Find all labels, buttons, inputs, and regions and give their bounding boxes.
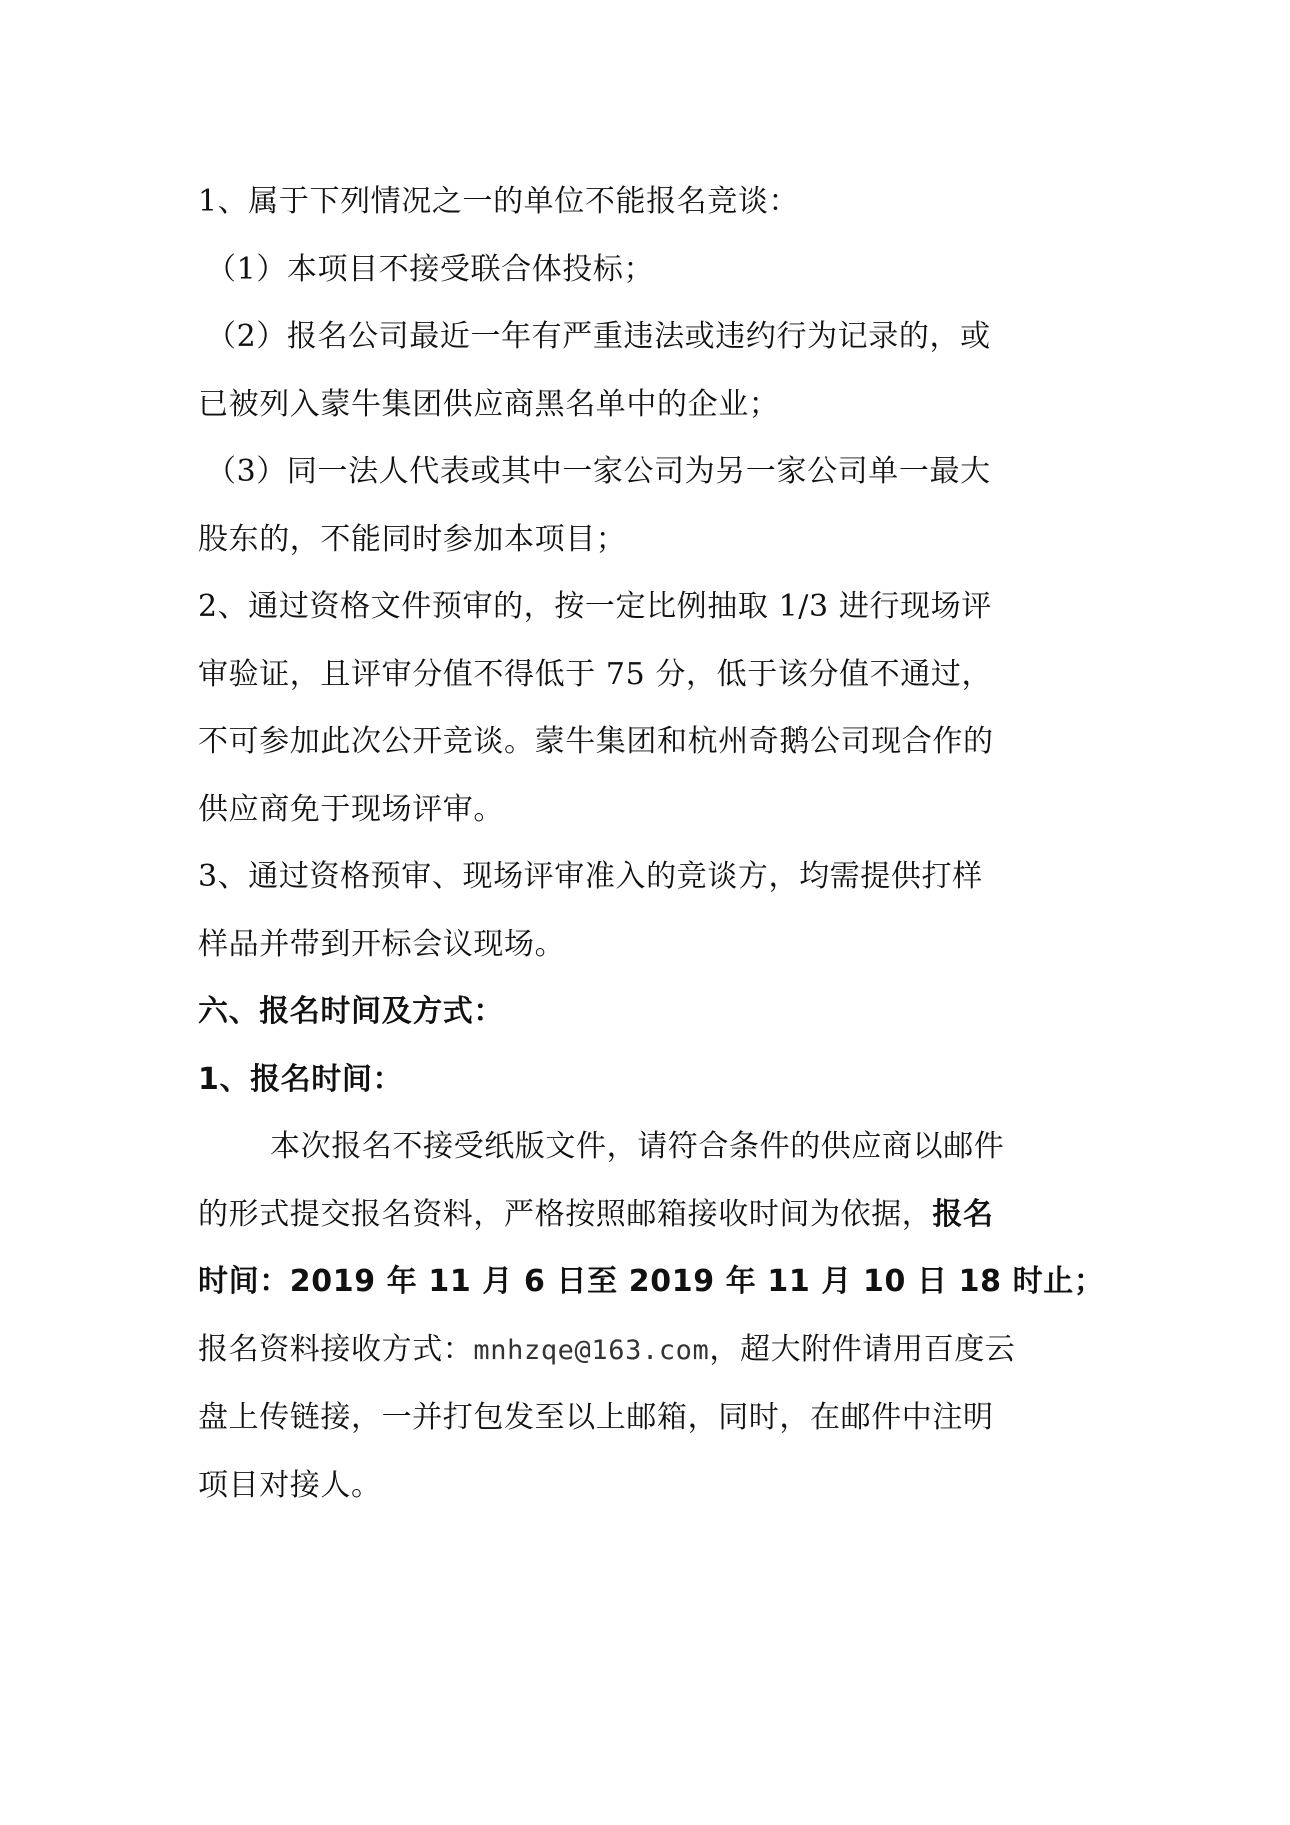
paragraph-line: 1、属于下列情况之一的单位不能报名竞谈： [198, 184, 800, 219]
paragraph-text: 报名资料接收方式： [198, 1331, 474, 1367]
paragraph-text: 的形式提交报名资料，严格按照邮箱接收时间为依据， [198, 1196, 933, 1232]
email-address[interactable]: mnhzqe@163.com [473, 1334, 710, 1366]
paragraph-line: （1）本项目不接受联合体投标； [206, 251, 655, 287]
paragraph-line: 3、通过资格预审、现场评审准入的竞谈方，均需提供打样 [198, 859, 983, 894]
paragraph-line [198, 1316, 1098, 1385]
document-page [198, 168, 1105, 1519]
paragraph-line: 股东的，不能同时参加本项目； [198, 521, 627, 557]
paragraph-line: 审验证，且评审分值不得低于 75 分，低于该分值不通过， [198, 656, 993, 692]
paragraph-line: 已被列入蒙牛集团供应商黑名单中的企业； [198, 386, 780, 422]
registration-time-line: 时间：2019 年 11 月 6 日至 2019 年 11 月 10 日 18 时止； [198, 1264, 1105, 1299]
section-heading: 六、报名时间及方式： [198, 994, 504, 1029]
paragraph-line: 样品并带到开标会议现场。 [198, 926, 566, 962]
paragraph-line [198, 1181, 1098, 1249]
paragraph-text: ，超大附件请用百度云 [709, 1331, 1016, 1367]
paragraph-line: （3）同一法人代表或其中一家公司为另一家公司单一最大 [206, 454, 991, 489]
paragraph-line: 2、通过资格文件预审的，按一定比例抽取 1/3 进行现场评 [198, 589, 992, 624]
subsection-heading: 1、报名时间： [198, 1061, 404, 1097]
registration-time-label: 报名 [932, 1196, 994, 1232]
paragraph-line: （2）报名公司最近一年有严重违法或违约行为记录的，或 [206, 319, 991, 354]
paragraph-line: 不可参加此次公开竞谈。蒙牛集团和杭州奇鹅公司现合作的 [198, 724, 994, 759]
paragraph-line: 供应商免于现场评审。 [198, 791, 504, 827]
paragraph-line: 本次报名不接受纸版文件，请符合条件的供应商以邮件 [270, 1129, 1005, 1164]
paragraph-line: 盘上传链接，一并打包发至以上邮箱，同时，在邮件中注明 [198, 1400, 994, 1435]
paragraph-line: 项目对接人。 [198, 1467, 382, 1503]
